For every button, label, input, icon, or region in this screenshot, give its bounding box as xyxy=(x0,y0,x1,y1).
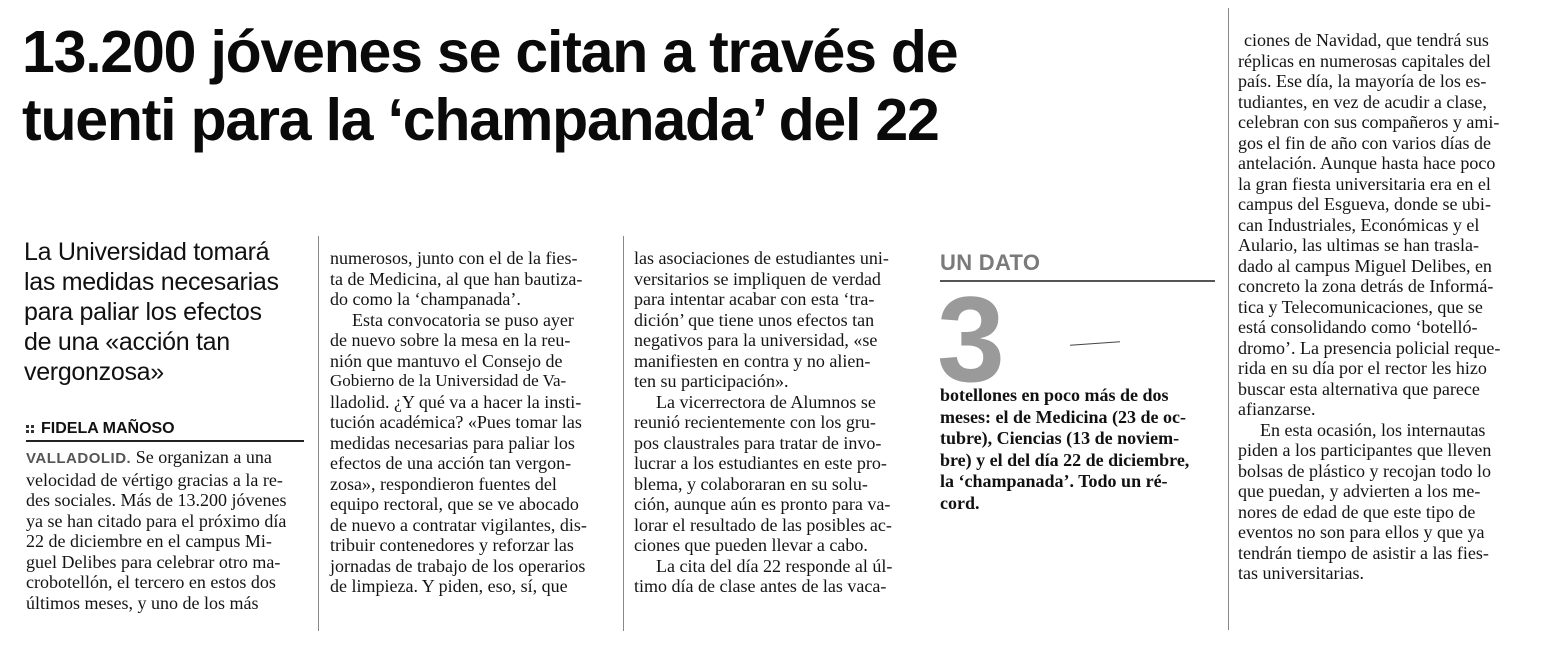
headline xyxy=(22,18,1222,154)
column-line: nión que mantuvo el Consejo de xyxy=(330,350,563,371)
column-line: numerosos, junto con el de la fies- xyxy=(330,248,578,268)
column-line: ciones de Navidad, que tendrá sus xyxy=(1244,30,1489,50)
fact-box-title: UN DATO xyxy=(940,250,1041,275)
print-mark xyxy=(1070,341,1120,345)
column-line: crobotellón, el tercero en estos dos xyxy=(26,572,276,592)
article-column-2 xyxy=(330,248,612,597)
subheadline xyxy=(24,237,309,387)
fact-box-line: la ‘champanada’. Todo un ré- xyxy=(940,471,1168,491)
column-line: ya se han citado para el próximo día xyxy=(26,510,287,531)
headline-line: tuenti para la ‘champanada’ del 22 xyxy=(22,87,939,153)
byline-author: FIDELA MAÑOSO xyxy=(41,420,175,437)
column-line: afianzarse. xyxy=(1238,399,1316,419)
column-line: des sociales. Más de 13.200 jóvenes xyxy=(26,490,287,510)
column-line: ción, aunque aún es pronto para va- xyxy=(634,494,891,514)
column-line: bolsas de plástico y recojan todo lo xyxy=(1238,460,1491,481)
column-line: jornadas de trabajo de los operarios xyxy=(330,555,586,576)
fact-box-number: 3 xyxy=(937,271,1005,407)
column-divider xyxy=(1228,8,1229,630)
article-column-3 xyxy=(634,248,919,597)
column-line: nores de edad de que este tipo de xyxy=(1238,501,1476,522)
column-line: do como la ‘champanada’. xyxy=(330,289,521,309)
column-line: campus del Esgueva, donde se ubi- xyxy=(1238,194,1491,214)
column-line: dición’ que tiene unos efectos tan xyxy=(634,309,875,330)
byline-dots-icon xyxy=(26,425,34,433)
column-line: velocidad de vértigo gracias a la re- xyxy=(26,469,283,490)
column-line: de nuevo sobre la mesa en la reu- xyxy=(330,330,571,350)
fact-box-line: tubre), Ciencias (13 de noviem- xyxy=(940,428,1180,448)
column-line: últimos meses, y uno de los más xyxy=(26,592,259,613)
subhead-line: La Universidad tomará xyxy=(24,238,270,266)
column-line: tudiantes, en vez de acudir a clase, xyxy=(1238,91,1487,112)
column-line: tica y Telecomunicaciones, que se xyxy=(1238,296,1483,317)
column-line: está consolidando como ‘botelló- xyxy=(1238,317,1478,337)
column-line: equipo rectoral, que se ve abocado xyxy=(330,494,579,514)
fact-box-text xyxy=(940,385,1189,514)
column-line: En esta ocasión, los internautas xyxy=(1260,419,1486,440)
column-line: la gran fiesta universitaria era en el xyxy=(1238,173,1491,194)
column-line: para intentar acabar con esta ‘tra- xyxy=(634,289,875,309)
headline-line: 13.200 jóvenes se citan a través de xyxy=(22,19,958,85)
column-line-text: Se organizan a una xyxy=(131,447,272,467)
column-divider xyxy=(623,236,624,631)
subhead-line: las medidas necesarias xyxy=(24,268,279,296)
subhead-line: para paliar los efectos xyxy=(24,298,262,326)
column-line: guel Delibes para celebrar otro ma- xyxy=(26,551,281,572)
column-line: lucrar a los estudiantes en este pro- xyxy=(634,453,887,473)
fact-box-line: meses: el de Medicina (23 de oc- xyxy=(940,406,1186,427)
column-line: gos el fin de año con varios días de xyxy=(1238,132,1491,153)
column-line: negativos para la universidad, «se xyxy=(634,330,878,350)
dateline: VALLADOLID. xyxy=(26,450,132,467)
column-line: que puedan, y advierten a los me- xyxy=(1238,481,1481,501)
column-line: zosa», respondieron fuentes del xyxy=(330,473,557,494)
column-line: Gobierno de la Universidad de Va- xyxy=(330,371,567,390)
fact-box-line: bre) y el del día 22 de diciembre, xyxy=(940,449,1190,470)
column-line: ten su participación». xyxy=(634,371,789,391)
column-line: lladolid. ¿Y qué va a hacer la insti- xyxy=(330,391,582,412)
column-line: efectos de una acción tan vergon- xyxy=(330,453,572,473)
column-line: timo día de clase antes de las vaca- xyxy=(634,576,887,596)
column-line: buscar esta alternativa que parece xyxy=(1238,378,1480,399)
column-line: piden a los participantes que lleven xyxy=(1238,440,1492,460)
column-line: manifiesten en contra y no alien- xyxy=(634,350,871,371)
column-line: antelación. Aunque hasta hace poco xyxy=(1238,153,1496,173)
article-column-5 xyxy=(1238,30,1538,584)
column-line: eventos no son para ellos y que ya xyxy=(1238,522,1485,542)
column-line: réplicas en numerosas capitales del xyxy=(1238,50,1491,71)
column-line: tendrán tiempo de asistir a las fies- xyxy=(1238,542,1489,563)
column-line: tución académica? «Pues tomar las xyxy=(330,412,582,432)
article-column-1 xyxy=(26,447,311,613)
column-line: blema, y colaboraran en su solu- xyxy=(634,473,868,494)
column-line: de nuevo a contratar vigilantes, dis- xyxy=(330,514,587,535)
column-line: ta de Medicina, al que han bautiza- xyxy=(330,268,583,289)
subhead-line: de una «acción tan xyxy=(24,328,230,356)
column-line: de limpieza. Y piden, eso, sí, que xyxy=(330,576,568,596)
byline xyxy=(26,418,304,442)
subhead-line: vergonzosa» xyxy=(24,358,164,386)
column-line: La cita del día 22 responde al úl- xyxy=(656,555,893,576)
column-line: pos claustrales para tratar de invo- xyxy=(634,432,882,453)
column-line: dado al campus Miguel Delibes, en xyxy=(1238,255,1492,276)
column-line: lorar el resultado de las posibles ac- xyxy=(634,514,892,535)
column-line: medidas necesarias para paliar los xyxy=(330,432,575,453)
column-line: 22 de diciembre en el campus Mi- xyxy=(26,531,272,551)
column-line: Aulario, las ultimas se han trasla- xyxy=(1238,235,1479,255)
column-line: tribuir contenedores y reforzar las xyxy=(330,535,574,555)
column-line: dromo’. La presencia policial reque- xyxy=(1238,337,1501,358)
column-line: ciones que pueden llevar a cabo. xyxy=(634,535,868,555)
column-line: país. Ese día, la mayoría de los es- xyxy=(1238,71,1487,91)
column-line: celebran con sus compañeros y ami- xyxy=(1238,112,1500,132)
column-divider xyxy=(318,236,319,631)
column-line: rida en su día por el rector les hizo xyxy=(1238,358,1487,378)
fact-box-line: cord. xyxy=(940,492,980,513)
column-line xyxy=(26,447,311,470)
column-line: concreto la zona detrás de Informá- xyxy=(1238,276,1494,296)
column-line: las asociaciones de estudiantes uni- xyxy=(634,248,889,268)
column-line: versitarios se impliquen de verdad xyxy=(634,268,881,289)
column-line: can Industriales, Económicas y el xyxy=(1238,214,1480,235)
column-line: tas universitarias. xyxy=(1238,563,1364,583)
column-line: Esta convocatoria se puso ayer xyxy=(352,309,574,330)
fact-box-line: botellones en poco más de dos xyxy=(940,385,1169,405)
column-line: reunió recientemente con los gru- xyxy=(634,412,876,432)
column-line: La vicerrectora de Alumnos se xyxy=(656,391,876,412)
